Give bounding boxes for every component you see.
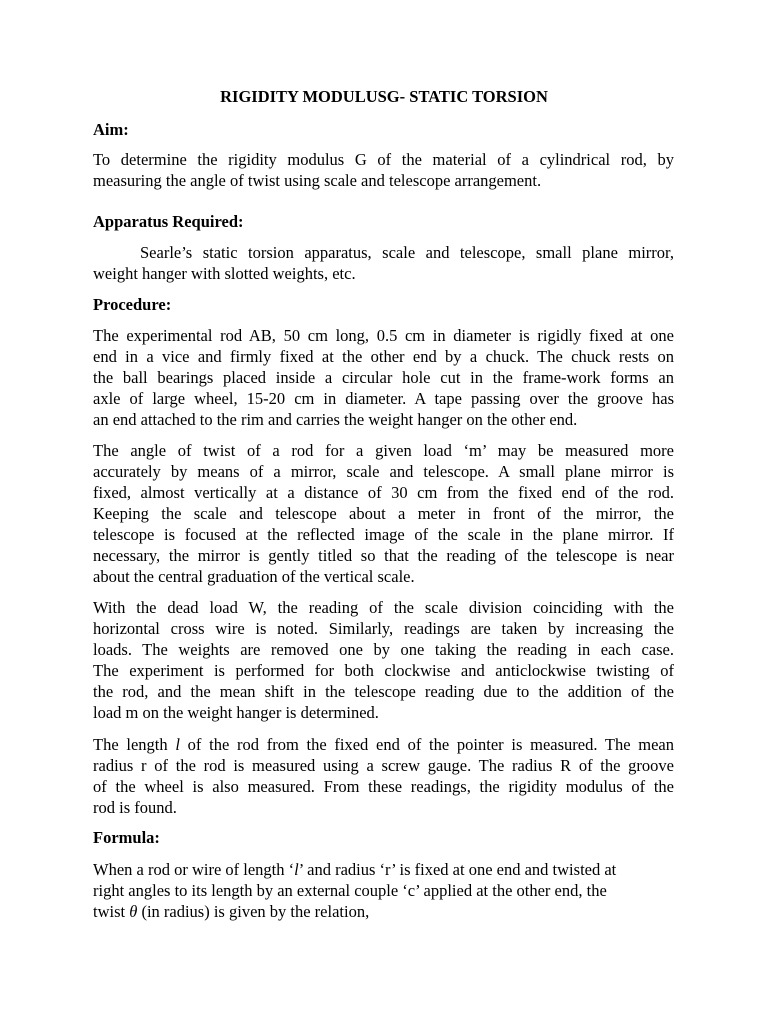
text-line: the ball bearings placed inside a circular hole cut in the frame-work forms an bbox=[93, 368, 674, 387]
variable-l: l bbox=[175, 735, 180, 754]
text-line: Keeping the scale and telescope about a meter in front of the mirror, the bbox=[93, 504, 674, 523]
text-line: measuring the angle of twist using scale and telescope arrangement. bbox=[93, 171, 542, 190]
text-line: of the wheel is also measured. From these readings, the rigidity modulus of the bbox=[93, 777, 674, 796]
variable-l: l bbox=[294, 860, 299, 879]
text-fragment: of the rod from the fixed end of the pointer is measured. The mean bbox=[179, 735, 674, 754]
text-line: telescope is focused at the reflected image of the scale in the plane mirror. If bbox=[93, 525, 674, 544]
text-line: an end attached to the rim and carries the weight hanger on the other end. bbox=[93, 410, 578, 429]
text-line: necessary, the mirror is gently titled so that the reading of the telescope is near bbox=[93, 546, 674, 565]
text-line: weight hanger with slotted weights, etc. bbox=[93, 264, 356, 283]
aim-heading: Aim: bbox=[93, 120, 129, 139]
text-line: To determine the rigidity modulus G of the material of a cylindrical rod, by bbox=[93, 150, 674, 169]
text-line: The experiment is performed for both clockwise and anticlockwise twisting of bbox=[93, 661, 674, 680]
apparatus-heading: Apparatus Required: bbox=[93, 212, 244, 231]
text-fragment: twist bbox=[93, 902, 130, 921]
text-line: The experimental rod AB, 50 cm long, 0.5 cm in diameter is rigidly fixed at one bbox=[93, 326, 674, 345]
apparatus-paragraph bbox=[93, 242, 674, 284]
text-line: axle of large wheel, 15-20 cm in diameter. A tape passing over the groove has bbox=[93, 389, 674, 408]
text-fragment: ’ and radius ‘r’ is fixed at one end and twisted at bbox=[298, 860, 617, 879]
text-line: right angles to its length by an external couple ‘c’ applied at the other end, the bbox=[93, 881, 607, 900]
procedure-paragraph-2 bbox=[93, 440, 674, 587]
text-line: rod is found. bbox=[93, 798, 177, 817]
text-line: loads. The weights are removed one by one taking the reading in each case. bbox=[93, 640, 674, 659]
text-line bbox=[93, 859, 674, 880]
text-line bbox=[93, 734, 674, 755]
formula-heading: Formula: bbox=[93, 828, 160, 847]
text-line: the rod, and the mean shift in the telescope reading due to the addition of the bbox=[93, 682, 674, 701]
text-line: With the dead load W, the reading of the scale division coinciding with the bbox=[93, 598, 674, 617]
text-line: end in a vice and firmly fixed at the other end by a chuck. The chuck rests on bbox=[93, 347, 674, 366]
text-line: Searle’s static torsion apparatus, scale and telescope, small plane mirror, bbox=[140, 243, 674, 262]
procedure-paragraph-1 bbox=[93, 325, 674, 430]
theta-symbol: θ bbox=[129, 902, 138, 921]
text-fragment: When a rod or wire of length ‘ bbox=[93, 860, 295, 879]
text-line: about the central graduation of the vertical scale. bbox=[93, 567, 415, 586]
text-fragment: (in radius) is given by the relation, bbox=[137, 902, 370, 921]
text-line: load m on the weight hanger is determined. bbox=[93, 703, 379, 722]
formula-paragraph bbox=[93, 859, 674, 922]
text-line: fixed, almost vertically at a distance of 30 cm from the fixed end of the rod. bbox=[93, 483, 674, 502]
procedure-heading: Procedure: bbox=[93, 295, 172, 314]
text-line: horizontal cross wire is noted. Similarly, readings are taken by increasing the bbox=[93, 619, 674, 638]
aim-paragraph bbox=[93, 149, 674, 191]
text-line bbox=[93, 901, 674, 922]
procedure-paragraph-3 bbox=[93, 597, 674, 723]
procedure-paragraph-4 bbox=[93, 734, 674, 818]
page-title: RIGIDITY MODULUSG- STATIC TORSION bbox=[220, 87, 548, 106]
text-line: accurately by means of a mirror, scale and telescope. A small plane mirror is bbox=[93, 462, 674, 481]
text-line: radius r of the rod is measured using a screw gauge. The radius R of the groove bbox=[93, 756, 674, 775]
text-line: The angle of twist of a rod for a given load ‘m’ may be measured more bbox=[93, 441, 674, 460]
text-fragment: The length bbox=[93, 735, 176, 754]
